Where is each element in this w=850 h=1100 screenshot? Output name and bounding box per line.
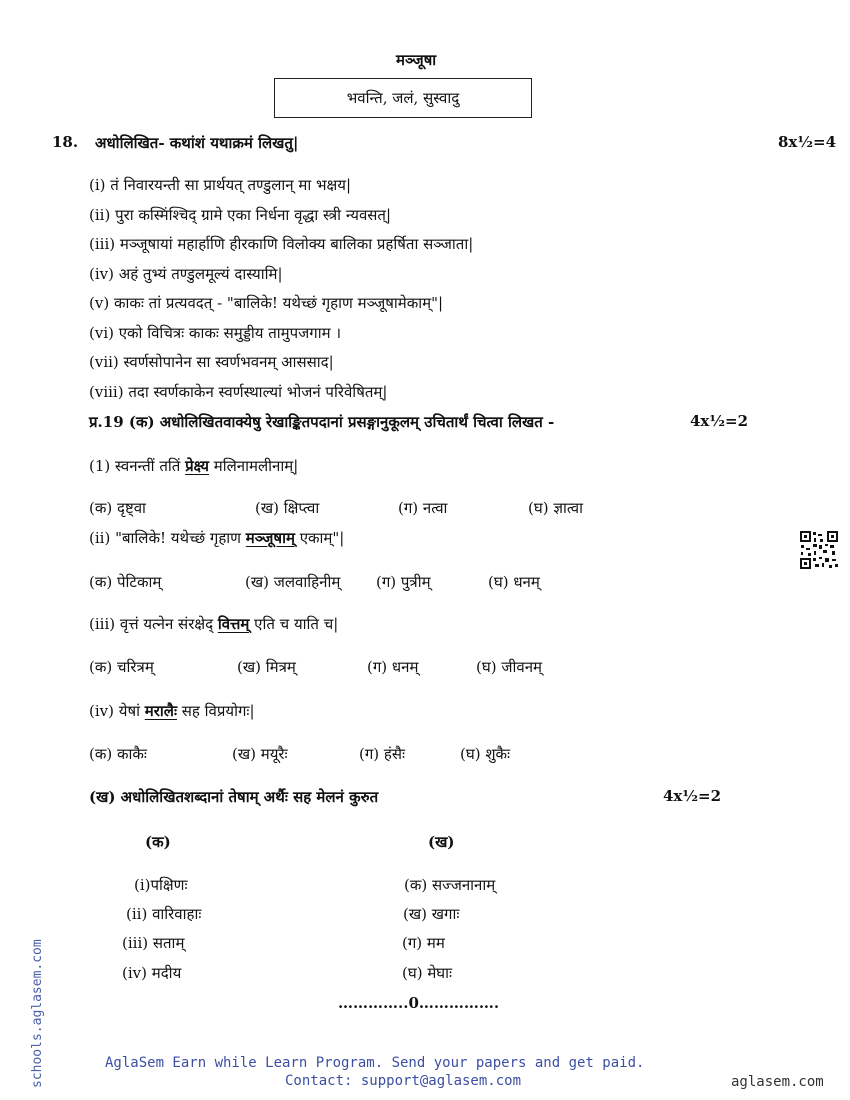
option: (क) दृष्ट्वा	[89, 499, 146, 517]
question-text: सह विप्रयोगः|	[176, 702, 255, 720]
q18-item: (iv) अहं तुभ्यं तण्डुलमूल्यं दास्यामि|	[89, 265, 283, 283]
option: (घ) जीवनम्	[476, 658, 542, 676]
underlined-word: मञ्जूषाम्	[245, 529, 295, 547]
column-b-item: (घ) मेघाः	[402, 964, 453, 982]
option: (ग) पुत्रीम्	[376, 573, 431, 591]
q18-item: (vi) एको विचित्रः काकः समुड्डीय तामुपजगाम ।	[89, 324, 342, 342]
option: (ग) हंसैः	[359, 745, 406, 763]
q18-item: (ii) पुरा कस्मिंश्चिद् ग्रामे एका निर्धना वृद्धा स्त्री न्यवसत्|	[89, 206, 392, 224]
footer-contact[interactable]: Contact: support@aglasem.com	[285, 1073, 522, 1089]
column-a-item: (ii) वारिवाहाः	[126, 905, 202, 923]
option: (ख) क्षिप्त्वा	[255, 499, 320, 517]
underlined-word: वित्तम्	[217, 615, 250, 633]
question-text: एति च याति च|	[249, 615, 339, 633]
q18-number: 18.	[52, 133, 79, 151]
column-a-item: (iv) मदीय	[122, 964, 182, 982]
q18-instruction: अधोलिखित- कथांशं यथाक्रमं लिखतु|	[95, 134, 299, 152]
q19b-marks: 4x½=2	[663, 787, 722, 805]
q19-heading: प्र.19 (क) अधोलिखितवाक्येषु रेखाङ्कितपदानां प्रसङ्गानुकूलम् उचितार्थं चित्वा लिखत -	[89, 413, 555, 431]
manjusha-title: मञ्जूषा	[396, 51, 437, 69]
option: (क) काकैः	[89, 745, 147, 763]
column-b-item: (ग) मम	[402, 934, 445, 952]
underlined-word: मरालैः	[144, 702, 177, 720]
option: (क) पेटिकाम्	[89, 573, 162, 591]
option: (ग) धनम्	[367, 658, 419, 676]
footer-line-1: AglaSem Earn while Learn Program. Send your papers and get paid.	[105, 1055, 645, 1071]
underlined-word: प्रेक्ष्य	[185, 457, 210, 475]
option: (क) चरित्रम्	[89, 658, 154, 676]
footer-site[interactable]: aglasem.com	[731, 1074, 824, 1090]
option: (ख) मित्रम्	[237, 658, 296, 676]
q18-item: (viii) तदा स्वर्णकाकेन स्वर्णस्थाल्यां भोजनं परिवेषितम्|	[89, 383, 388, 401]
option: (ख) मयूरैः	[232, 745, 288, 763]
column-b-item: (ख) खगाः	[403, 905, 460, 923]
option: (घ) धनम्	[488, 573, 540, 591]
column-a-heading: (क)	[145, 833, 171, 851]
qr-code-icon	[799, 530, 839, 570]
column-b-heading: (ख)	[428, 833, 455, 851]
manjusha-words: भवन्ति, जलं, सुस्वादु	[346, 89, 460, 107]
question-text: एकाम्"|	[294, 529, 345, 547]
q18-item: (v) काकः तां प्रत्यवदत् - "बालिके! यथेच्छं गृहाण मञ्जूषामेकाम्"|	[89, 294, 444, 312]
manjusha-box	[274, 78, 532, 118]
question-text: मलिनामलीनाम्|	[209, 457, 299, 475]
option: (ग) नत्वा	[398, 499, 448, 517]
column-b-item: (क) सज्जनानाम्	[404, 876, 496, 894]
q18-item: (iii) मञ्जूषायां महार्हाणि हीरकाणि विलोक्य बालिका प्रहर्षिता सञ्जाता|	[89, 235, 474, 253]
question-text: (iv) येषां	[89, 702, 145, 720]
question-text: (1) स्वनन्तीं ततिं	[89, 457, 186, 475]
column-a-item: (iii) सताम्	[122, 934, 185, 952]
question-text: (iii) वृत्तं यत्नेन संरक्षेद्	[89, 615, 218, 633]
q19-question-2	[89, 528, 344, 548]
q18-item: (i) तं निवारयन्ती सा प्रार्थयत् तण्डुलान् मा भक्षय|	[89, 176, 352, 194]
q19b-heading: (ख) अधोलिखितशब्दानां तेषाम् अर्थैः सह मेलनं कुरुत	[89, 788, 379, 806]
column-a-item: (i)पक्षिणः	[134, 876, 188, 894]
q18-item: (vii) स्वर्णसोपानेन सा स्वर्णभवनम् आससाद|	[89, 353, 334, 371]
q19-marks: 4x½=2	[690, 412, 749, 430]
option: (घ) शुकैः	[460, 745, 511, 763]
option: (ख) जलवाहिनीम्	[245, 573, 341, 591]
side-watermark: schools.aglasem.com	[30, 939, 45, 1088]
question-text: (ii) "बालिके! यथेच्छं गृहाण	[89, 529, 246, 547]
q19-question-4	[89, 701, 255, 721]
q18-marks: 8x½=4	[778, 133, 837, 151]
q19-question-1	[89, 456, 298, 476]
option: (घ) ज्ञात्वा	[528, 499, 584, 517]
q19-question-3	[89, 614, 338, 634]
end-mark: …………..0…………….	[338, 994, 500, 1012]
